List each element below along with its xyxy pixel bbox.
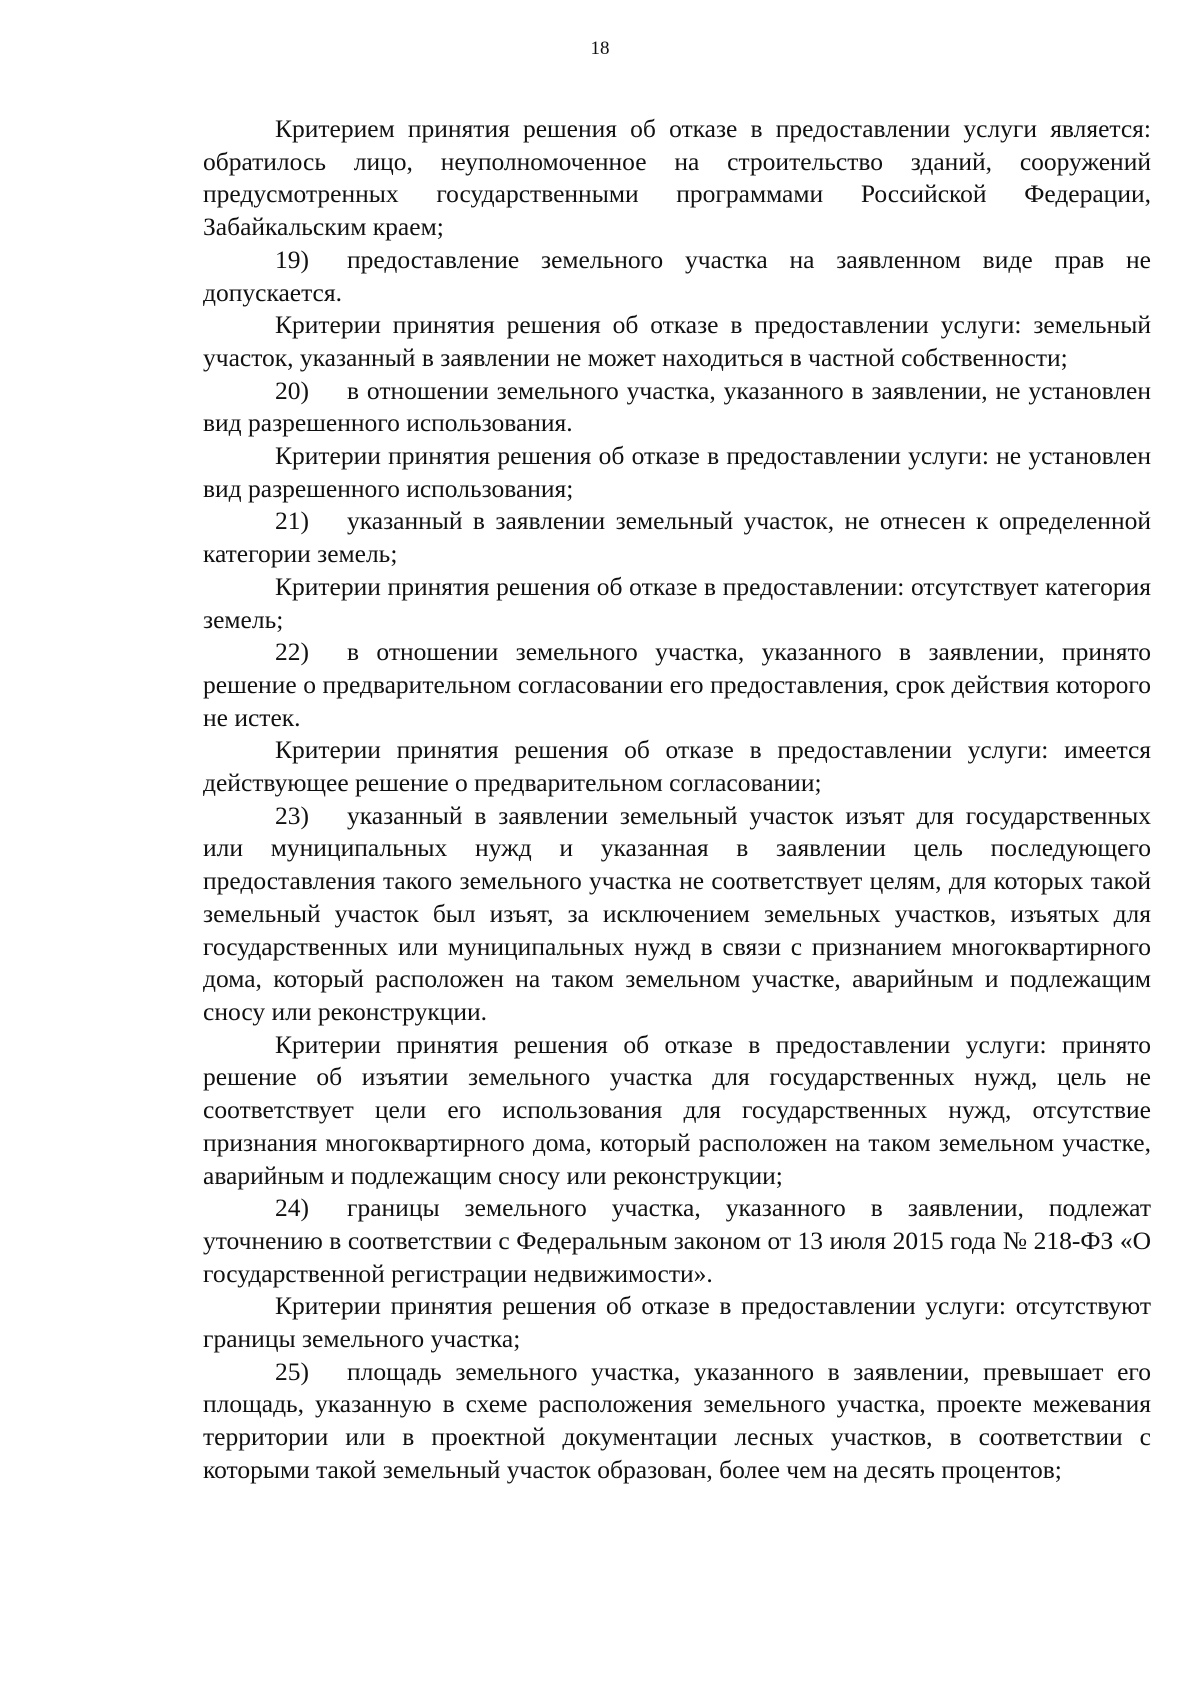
item-number: 24) — [275, 1193, 309, 1223]
item-text: площадь земельного участка, указанного в заявлении, превышает его площадь, указанную в схеме расположения земельного участка, проекте межевания территории или в проектной документации лесных участков, в соответствии с которыми такой земельный участок образован, более чем на десять процентов; — [203, 1356, 1151, 1484]
paragraph: Критерии принятия решения об отказе в предоставлении услуги: не установлен вид разрешенного использования; — [203, 441, 1151, 503]
item-number: 25) — [275, 1356, 309, 1386]
list-item-20 — [203, 375, 1151, 440]
list-item-23 — [203, 800, 1151, 1029]
item-text: в отношении земельного участка, указанного в заявлении, принято решение о предварительном согласовании его предоставления, срок действия которого не истек. — [203, 637, 1151, 732]
item-text: указанный в заявлении земельный участок изъят для государственных или муниципальных нужд и указанная в заявлении цель последующего предоставления такого земельного участка не соответствует целям, для которых такой земельный участок был изъят, за исключением земельных участков, изъятых для государственных или муниципальных нужд в связи с признанием многоквартирного дома, который расположен на таком земельном участке, аварийным и подлежащим сносу или реконструкции. — [203, 800, 1151, 1026]
list-item-22 — [203, 636, 1151, 734]
item-number: 22) — [275, 637, 309, 667]
item-number: 19) — [275, 244, 309, 274]
paragraph: Критерии принятия решения об отказе в предоставлении услуги: отсутствуют границы земельного участка; — [203, 1291, 1151, 1354]
item-text: в отношении земельного участка, указанного в заявлении, не установлен вид разрешенного использования. — [203, 375, 1151, 438]
paragraph: Критерии принятия решения об отказе в предоставлении услуги: принято решение об изъятии земельного участка для государственных нужд, цель не соответствует цели его использования для государственных нужд, отсутствие признания многоквартирного дома, который расположен на таком земельном участке, аварийным и подлежащим сносу или реконструкции; — [203, 1029, 1151, 1190]
list-item-25 — [203, 1356, 1151, 1487]
item-number: 23) — [275, 800, 309, 830]
item-number: 20) — [275, 375, 309, 405]
item-text: границы земельного участка, указанного в заявлении, подлежат уточнению в соответствии с Федеральным законом от 13 июля 2015 года № 218-ФЗ «О государственной регистрации недвижимости». — [203, 1193, 1151, 1288]
paragraph: Критерии принятия решения об отказе в предоставлении услуги: земельный участок, указанный в заявлении не может находиться в частной собственности; — [203, 310, 1151, 372]
paragraph: Критерии принятия решения об отказе в предоставлении услуги: имеется действующее решение о предварительном согласовании; — [203, 735, 1151, 798]
paragraph: Критерием принятия решения об отказе в предоставлении услуги является: обратилось лицо, неуполномоченное на строительство зданий, сооружений предусмотренных государственными программами Российской Федерации, Забайкальским краем; — [203, 114, 1151, 242]
paragraph: Критерии принятия решения об отказе в предоставлении: отсутствует категория земель; — [203, 571, 1151, 634]
list-item-24 — [203, 1192, 1151, 1290]
document-body — [203, 113, 1151, 1487]
item-text: предоставление земельного участка на заявленном виде прав не допускается. — [203, 244, 1151, 307]
list-item-21 — [203, 505, 1151, 570]
item-text: указанный в заявлении земельный участок, не отнесен к определенной категории земель; — [203, 506, 1151, 569]
page-number: 18 — [590, 38, 610, 59]
list-item-19 — [203, 244, 1151, 309]
item-number: 21) — [275, 506, 309, 536]
